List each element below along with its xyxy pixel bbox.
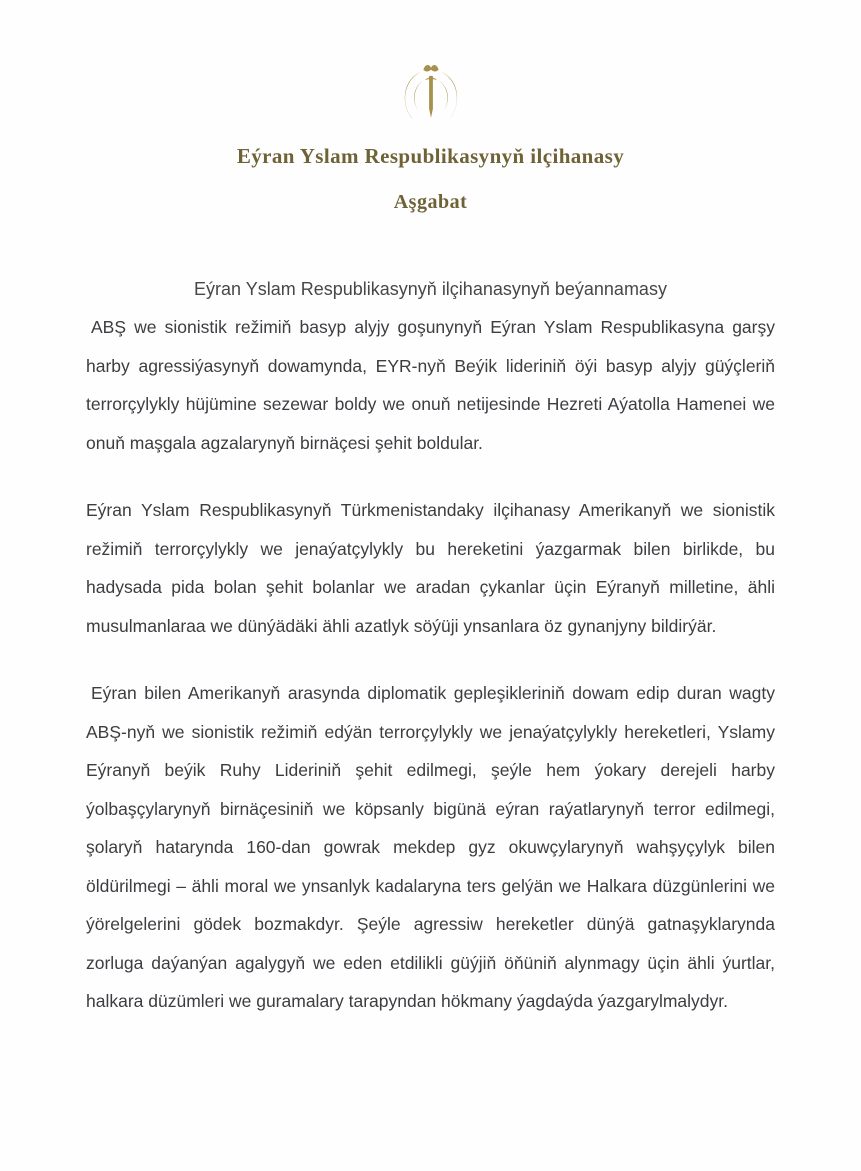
embassy-city: Aşgabat [393,191,468,213]
statement-paragraph-3: Eýran bilen Amerikanyň arasynda diplomatik gepleşikleriniň dowam edip duran wagty ABŞ-nyň we sionistik režimiň edýän terrorçylykly we jenaýatçylykly hereketleri, Yslamy Eýranyň beýik Ruhy Lideriniň şehit edilmegi, şeýle hem ýokary derejeli harby ýolbaşçylarynyň birnäçesiniň we köpsanly bigünä eýran raýatlarynyň terror edilmegi, şolaryň hatarynda 160-dan gowrak mekdep gyz okuwçylarynyň wahşyçylyk bilen öldürilmegi – ähli moral we ynsanlyk kadalaryna ters gelýän we Halkara düzgünlerini we ýörelgelerini gödek bozmakdyr. Şeýle agressiw hereketler dünýä gatnaşyklarynda zorluga daýanýan agalygyň we eden etdilikli güýjiň öňüniň alynmagy üçin ähli ýurtlar, halkara düzümleri we guramalary tarapyndan hökmany ýagdaýda ýazgarylmalydyr. [86,683,775,1011]
iran-coat-of-arms-icon [396,62,466,138]
statement-paragraph-2: Eýran Yslam Respublikasynyň Türkmenistandaky ilçihanasy Amerikanyň we sionistik režimiň terrorçylykly we jenaýatçylykly bu hereketini ýazgarmak bilen birlikde, bu hadysada pida bolan şehit bolanlar we aradan çykanlar üçin Eýranyň milletine, ähli musulmanlaraa we dünýädäki ähli azatlyk söýüji ynsanlara öz gynanjyny bildirýär. [86,500,775,636]
embassy-letterhead [86,62,775,214]
statement-body [86,308,775,1021]
statement-paragraph-1: ABŞ we sionistik režimiň basyp alyjy goşunynyň Eýran Yslam Respublikasyna garşy harby agressiýasynyň dowamynda, EYR-nyň Beýik lideriniň öýi basyp alyjy güýçleriň terrorçylykly hüjümine sezewar boldy we onuň netijesinde Hezreti Aýatolla Hamenei we onuň maşgala agzalarynyň birnäçesi şehit boldular. [86,317,775,453]
statement-title: Eýran Yslam Respublikasynyň ilçihanasynyň beýannamasy [194,279,667,299]
embassy-name: Eýran Yslam Respublikasynyň ilçihanasy [236,144,625,168]
